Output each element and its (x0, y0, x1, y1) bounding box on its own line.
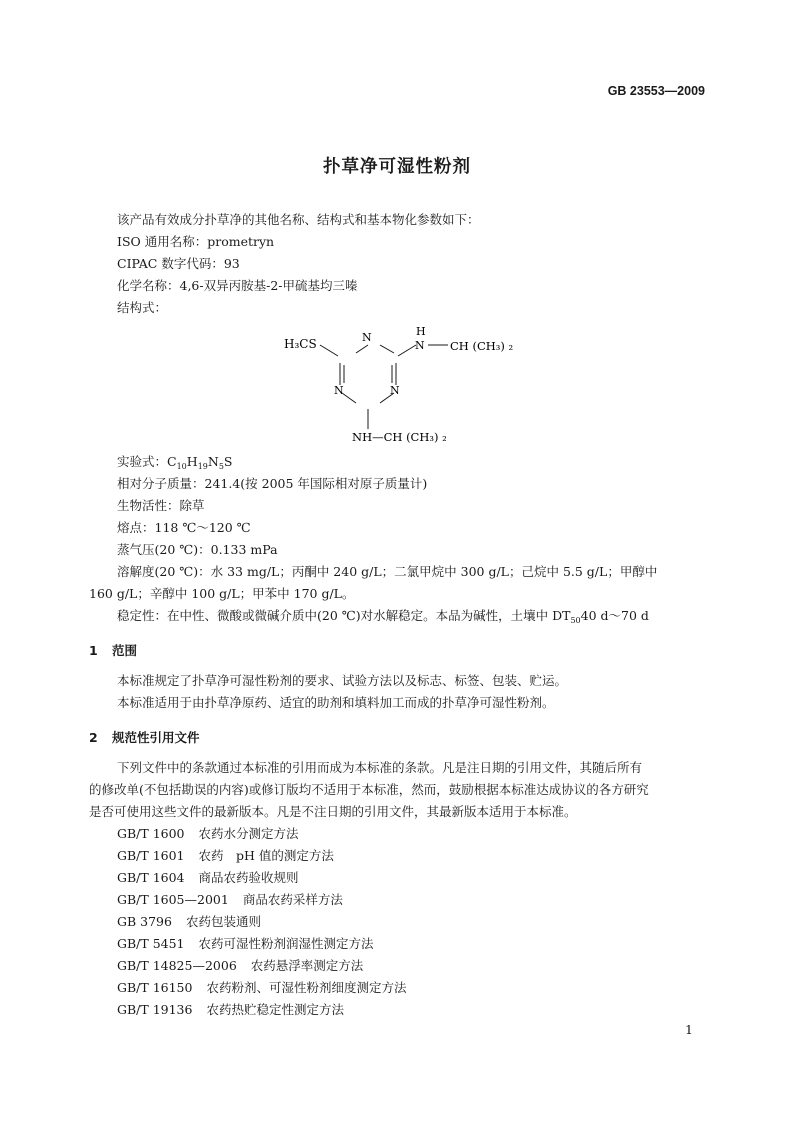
section-heading-references: 2 规范性引用文件 (89, 730, 200, 745)
structural-formula (280, 323, 540, 448)
chemical-name: 化学名称：4,6-双异丙胺基-2-甲硫基均三嗪 (117, 278, 358, 293)
molecular-formula: 实验式：$C_{10}H_{19}N_5S$ (117, 454, 233, 471)
intro-lead: 该产品有效成分扑草净的其他名称、结构式和基本物化参数如下： (117, 212, 480, 227)
isopropyl-group-top: CH (CH₃) ₂ (450, 339, 514, 353)
reference-item: GB/T 14825—2006 农药悬浮率测定方法 (117, 958, 364, 973)
solubility-line-2: 160 g/L；辛醇中 100 g/L；甲苯中 170 g/L。 (89, 586, 355, 601)
standard-code: GB 23553—2009 (607, 84, 705, 98)
amine-nitrogen: N (415, 339, 425, 352)
vapor-pressure: 蒸气压(20 ℃)：0.133 mPa (117, 542, 278, 557)
scope-paragraph-2: 本标准适用于由扑草净原药、适宜的助剂和填料加工而成的扑草净可湿性粉剂。 (117, 695, 555, 710)
molecular-weight: 相对分子质量：241.4(按 2005 年国际相对原子质量计) (117, 476, 428, 491)
reference-item: GB/T 5451 农药可湿性粉剂润湿性测定方法 (117, 936, 374, 951)
iso-name: ISO 通用名称：prometryn (117, 234, 275, 249)
references-paragraph-line-3: 是否可使用这些文件的最新版本。凡是不注日期的引用文件，其最新版本适用于本标准。 (89, 804, 577, 819)
reference-item: GB/T 1604 商品农药验收规则 (117, 870, 299, 885)
melting-point: 熔点：118 ℃～120 ℃ (117, 520, 251, 535)
page-number: 1 (685, 1022, 693, 1037)
ring-nitrogen: N (390, 384, 400, 397)
solubility-line-1: 溶解度(20 ℃)：水 33 mg/L；丙酮中 240 g/L；二氯甲烷中 300 g/L；己烷中 5.5 g/L；甲醇中 (117, 564, 658, 579)
scope-paragraph-1: 本标准规定了扑草净可湿性粉剂的要求、试验方法以及标志、标签、包装、贮运。 (117, 673, 568, 688)
reference-item: GB 3796 农药包装通则 (117, 914, 261, 929)
reference-item: GB/T 1601 农药 pH 值的测定方法 (117, 848, 334, 863)
amine-hydrogen: H (416, 325, 426, 338)
isopropyl-amino-bottom: NH—CH (CH₃) ₂ (352, 430, 447, 444)
section-heading-scope: 1 范围 (89, 643, 138, 658)
reference-item: GB/T 19136 农药热贮稳定性测定方法 (117, 1002, 344, 1017)
stability: 稳定性：在中性、微酸或微碱介质中(20 ℃)对水解稳定。本品为碱性，土壤中 $DT_{50}40$ d～70 d (117, 608, 649, 625)
ring-nitrogen: N (362, 331, 372, 344)
references-paragraph-line-2: 的修改单(不包括勘误的内容)或修订版均不适用于本标准，然而，鼓励根据本标准达成协议的各方研究 (89, 782, 649, 797)
reference-item: GB/T 1605—2001 商品农药采样方法 (117, 892, 343, 907)
bio-activity: 生物活性：除草 (117, 498, 205, 513)
page-title: 扑草净可湿性粉剂 (323, 157, 471, 177)
cipac-code: CIPAC 数字代码：93 (117, 256, 240, 271)
reference-item: GB/T 16150 农药粉剂、可湿性粉剂细度测定方法 (117, 980, 407, 995)
reference-item: GB/T 1600 农药水分测定方法 (117, 826, 299, 841)
methylthio-group: H₃CS (284, 337, 317, 351)
structure-label: 结构式： (117, 300, 168, 315)
references-paragraph-line-1: 下列文件中的条款通过本标准的引用而成为本标准的条款。凡是注日期的引用文件，其随后所有 (117, 760, 643, 775)
ring-nitrogen: N (334, 384, 344, 397)
